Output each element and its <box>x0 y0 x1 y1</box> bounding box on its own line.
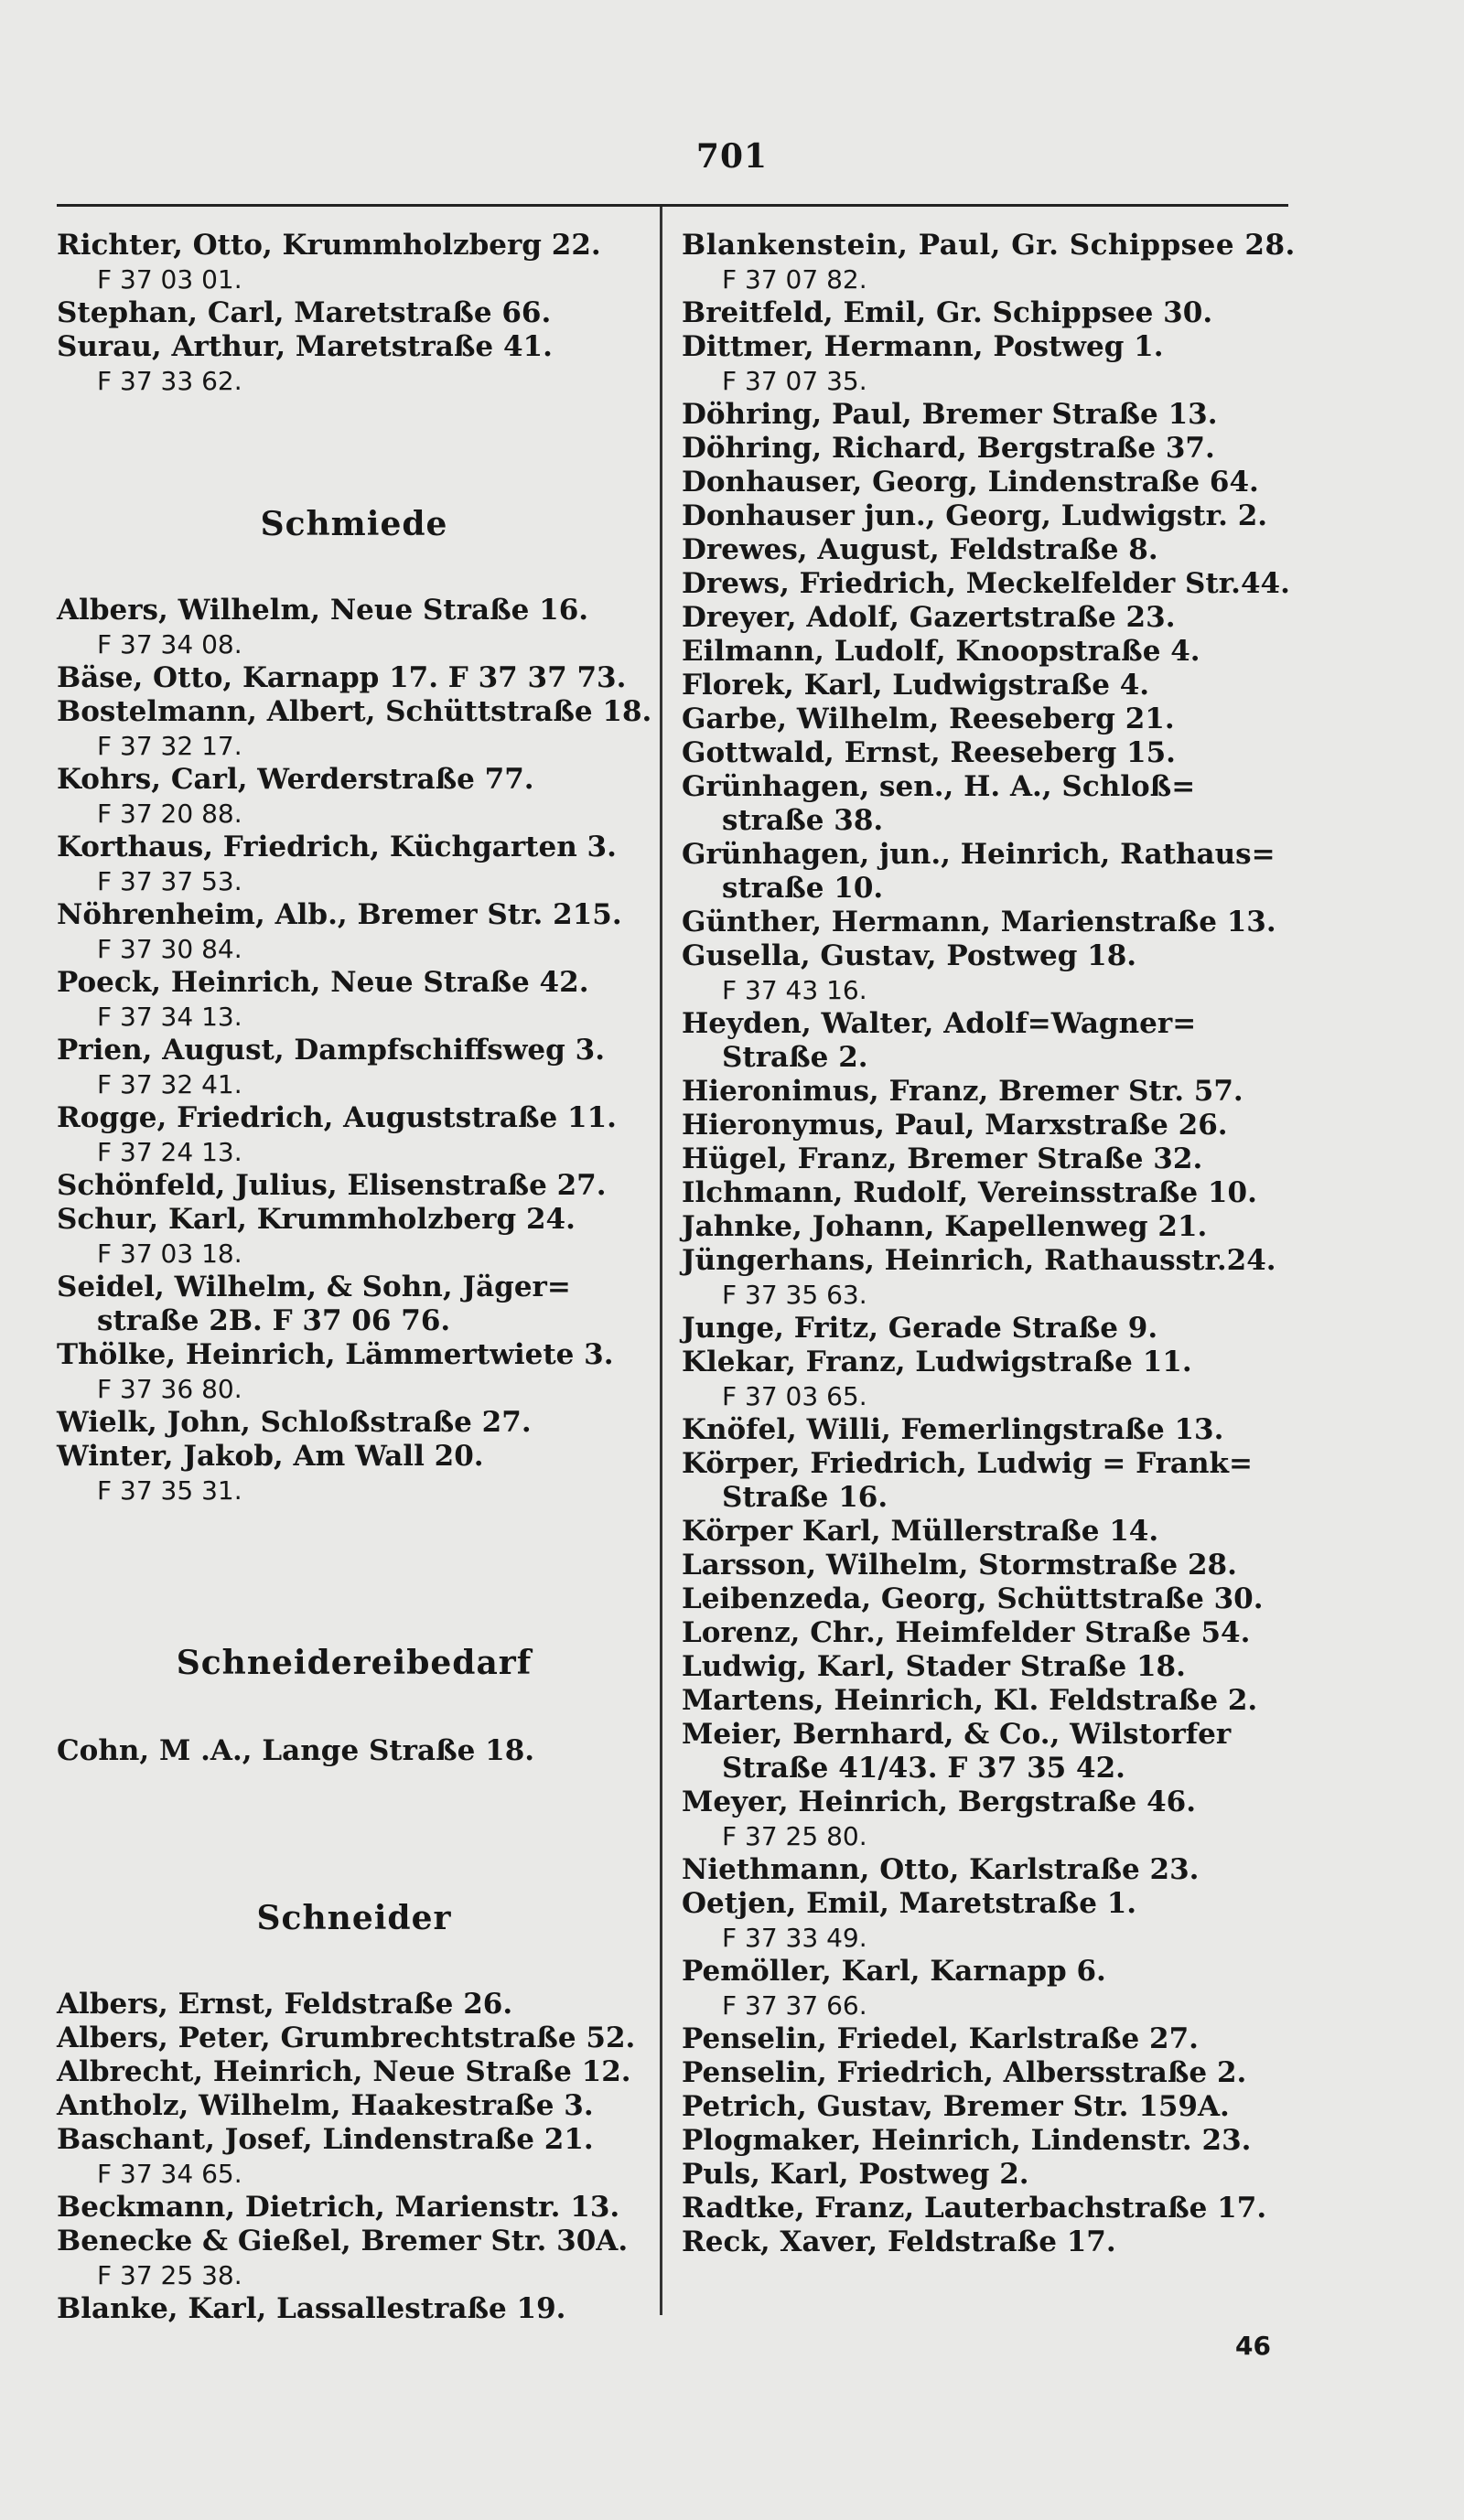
directory-entry: Döhring, Richard, Bergstraße 37. <box>682 432 1215 465</box>
directory-entry: Puls, Karl, Postweg 2. <box>682 2158 1029 2191</box>
directory-entry: Körper, Friedrich, Ludwig = Frank= <box>682 1447 1253 1480</box>
phone-number: F 37 34 65. <box>97 2159 242 2189</box>
directory-entry: Schönfeld, Julius, Elisenstraße 27. <box>57 1169 607 1202</box>
directory-entry: Drewes, August, Feldstraße 8. <box>682 533 1158 566</box>
directory-entry: Blanke, Karl, Lassallestraße 19. <box>57 2292 566 2325</box>
directory-entry: Petrich, Gustav, Bremer Str. 159A. <box>682 2090 1230 2123</box>
directory-entry: Beckmann, Dietrich, Marienstr. 13. <box>57 2191 620 2224</box>
directory-entry: Reck, Xaver, Feldstraße 17. <box>682 2225 1116 2258</box>
directory-entry: Penselin, Friedel, Karlstraße 27. <box>682 2022 1199 2055</box>
phone-number: F 37 07 35. <box>722 366 867 396</box>
left-column <box>57 229 651 2326</box>
directory-entry: Hügel, Franz, Bremer Straße 32. <box>682 1142 1203 1175</box>
phone-number: F 37 03 65. <box>722 1381 867 1411</box>
directory-entry: Lorenz, Chr., Heimfelder Straße 54. <box>682 1616 1251 1649</box>
directory-entry: Rogge, Friedrich, Auguststraße 11. <box>57 1101 617 1134</box>
directory-entry: Baschant, Josef, Lindenstraße 21. <box>57 2123 594 2156</box>
directory-entry: Oetjen, Emil, Maretstraße 1. <box>682 1887 1137 1920</box>
phone-number: F 37 32 41. <box>97 1069 242 1099</box>
directory-entry: Körper Karl, Müllerstraße 14. <box>682 1515 1159 1548</box>
directory-entry: Drews, Friedrich, Meckelfelder Str.44. <box>682 567 1290 600</box>
phone-number: F 37 33 62. <box>97 366 242 396</box>
phone-number: F 37 07 82. <box>722 264 867 295</box>
column-divider <box>660 207 662 2315</box>
directory-entry: Richter, Otto, Krummholzberg 22. <box>57 229 601 262</box>
phone-number: F 37 32 17. <box>97 731 242 761</box>
directory-entry: Heyden, Walter, Adolf=Wagner= <box>682 1007 1197 1040</box>
phone-number: F 37 36 80. <box>97 1374 242 1404</box>
entry-continuation: straße 2B. F 37 06 76. <box>97 1304 451 1337</box>
section-heading-schneidereibedarf: Schneidereibedarf <box>176 1644 533 1682</box>
phone-number: F 37 37 66. <box>722 1990 867 2021</box>
phone-number: F 37 34 13. <box>97 1002 242 1032</box>
directory-entry: Thölke, Heinrich, Lämmertwiete 3. <box>57 1338 614 1371</box>
directory-entry: Grünhagen, jun., Heinrich, Rathaus= <box>682 838 1276 871</box>
phone-number: F 37 25 38. <box>97 2260 242 2290</box>
phone-number: F 37 24 13. <box>97 1137 242 1167</box>
directory-entry: Grünhagen, sen., H. A., Schloß= <box>682 770 1196 803</box>
phone-number: F 37 03 18. <box>97 1239 242 1269</box>
directory-entry: Stephan, Carl, Maretstraße 66. <box>57 296 552 329</box>
phone-number: F 37 30 84. <box>97 934 242 964</box>
directory-entry: Cohn, M .A., Lange Straße 18. <box>57 1734 535 1767</box>
directory-entry: Döhring, Paul, Bremer Straße 13. <box>682 398 1218 431</box>
directory-entry: Albers, Wilhelm, Neue Straße 16. <box>57 594 589 627</box>
directory-entry: Wielk, John, Schloßstraße 27. <box>57 1406 532 1439</box>
entries-continued <box>57 229 651 398</box>
directory-entry: Winter, Jakob, Am Wall 20. <box>57 1440 484 1473</box>
directory-entry: Nöhrenheim, Alb., Bremer Str. 215. <box>57 898 622 931</box>
phone-number: F 37 35 31. <box>97 1475 242 1506</box>
page-number: 701 <box>695 137 769 176</box>
directory-entry: Antholz, Wilhelm, Haakestraße 3. <box>57 2089 594 2122</box>
entries-schneidereibedarf <box>57 1734 651 1768</box>
phone-number: F 37 35 63. <box>722 1280 867 1310</box>
directory-entry: Ilchmann, Rudolf, Vereinsstraße 10. <box>682 1176 1257 1209</box>
directory-entry: Garbe, Wilhelm, Reeseberg 21. <box>682 702 1175 735</box>
phone-number: F 37 37 53. <box>97 866 242 896</box>
directory-entry: Prien, August, Dampfschiffsweg 3. <box>57 1034 605 1067</box>
section-heading-schmiede: Schmiede <box>260 505 448 543</box>
entry-continuation: Straße 2. <box>722 1041 868 1074</box>
directory-entry: Dreyer, Adolf, Gazertstraße 23. <box>682 601 1176 634</box>
directory-entry: Jüngerhans, Heinrich, Rathausstr.24. <box>682 1244 1276 1277</box>
entry-continuation: Straße 41/43. F 37 35 42. <box>722 1752 1125 1785</box>
entries-schmiede <box>57 594 651 1507</box>
directory-entry: Plogmaker, Heinrich, Lindenstr. 23. <box>682 2124 1252 2157</box>
directory-entry: Florek, Karl, Ludwigstraße 4. <box>682 669 1150 702</box>
directory-entry: Junge, Fritz, Gerade Straße 9. <box>682 1312 1158 1345</box>
entry-continuation: Straße 16. <box>722 1481 888 1514</box>
directory-entry: Günther, Hermann, Marienstraße 13. <box>682 906 1276 938</box>
directory-entry: Korthaus, Friedrich, Küchgarten 3. <box>57 831 617 863</box>
entries-schneider-continued <box>682 229 1296 2259</box>
phone-number: F 37 03 01. <box>97 264 242 295</box>
directory-entry: Blankenstein, Paul, Gr. Schippsee 28. <box>682 229 1296 262</box>
section-heading-schneider: Schneider <box>256 1899 452 1937</box>
directory-entry: Ludwig, Karl, Stader Straße 18. <box>682 1650 1186 1683</box>
directory-entry: Bäse, Otto, Karnapp 17. F 37 37 73. <box>57 661 627 694</box>
directory-entry: Niethmann, Otto, Karlstraße 23. <box>682 1853 1200 1886</box>
directory-entry: Meier, Bernhard, & Co., Wilstorfer <box>682 1718 1232 1751</box>
directory-entry: Larsson, Wilhelm, Stormstraße 28. <box>682 1549 1237 1582</box>
directory-entry: Surau, Arthur, Maretstraße 41. <box>57 330 553 363</box>
directory-entry: Meyer, Heinrich, Bergstraße 46. <box>682 1785 1196 1818</box>
directory-entry: Gusella, Gustav, Postweg 18. <box>682 939 1137 972</box>
directory-entry: Penselin, Friedrich, Albersstraße 2. <box>682 2056 1247 2089</box>
phone-number: F 37 34 08. <box>97 629 242 659</box>
directory-entry: Radtke, Franz, Lauterbachstraße 17. <box>682 2192 1267 2225</box>
entry-continuation: straße 10. <box>722 872 884 905</box>
directory-entry: Seidel, Wilhelm, & Sohn, Jäger= <box>57 1271 571 1303</box>
directory-entry: Breitfeld, Emil, Gr. Schippsee 30. <box>682 296 1213 329</box>
phone-number: F 37 33 49. <box>722 1923 867 1953</box>
directory-entry: Leibenzeda, Georg, Schüttstraße 30. <box>682 1582 1264 1615</box>
phone-number: F 37 43 16. <box>722 975 867 1005</box>
signature-mark: 46 <box>1235 2331 1271 2361</box>
directory-entry: Benecke & Gießel, Bremer Str. 30A. <box>57 2225 629 2257</box>
directory-entry: Pemöller, Karl, Karnapp 6. <box>682 1955 1106 1988</box>
directory-entry: Bostelmann, Albert, Schüttstraße 18. <box>57 695 652 728</box>
directory-entry: Donhauser, Georg, Lindenstraße 64. <box>682 466 1259 499</box>
directory-entry: Albers, Peter, Grumbrechtstraße 52. <box>57 2021 636 2054</box>
directory-entry: Donhauser jun., Georg, Ludwigstr. 2. <box>682 499 1268 532</box>
directory-entry: Gottwald, Ernst, Reeseberg 15. <box>682 736 1176 769</box>
phone-number: F 37 20 88. <box>97 799 242 829</box>
directory-entry: Poeck, Heinrich, Neue Straße 42. <box>57 966 589 999</box>
directory-entry: Martens, Heinrich, Kl. Feldstraße 2. <box>682 1684 1258 1717</box>
entries-schneider <box>57 1988 651 2326</box>
directory-entry: Eilmann, Ludolf, Knoopstraße 4. <box>682 635 1200 668</box>
directory-entry: Hieronymus, Paul, Marxstraße 26. <box>682 1109 1228 1142</box>
directory-entry: Knöfel, Willi, Femerlingstraße 13. <box>682 1413 1224 1446</box>
entry-continuation: straße 38. <box>722 804 884 837</box>
directory-entry: Klekar, Franz, Ludwigstraße 11. <box>682 1346 1192 1378</box>
directory-entry: Jahnke, Johann, Kapellenweg 21. <box>682 1210 1208 1243</box>
directory-entry: Albrecht, Heinrich, Neue Straße 12. <box>57 2055 631 2088</box>
right-column <box>682 229 1296 2259</box>
phone-number: F 37 25 80. <box>722 1821 867 1851</box>
directory-entry: Albers, Ernst, Feldstraße 26. <box>57 1988 513 2021</box>
top-rule <box>57 204 1288 207</box>
directory-entry: Schur, Karl, Krummholzberg 24. <box>57 1203 576 1236</box>
directory-entry: Hieronimus, Franz, Bremer Str. 57. <box>682 1075 1243 1108</box>
directory-entry: Kohrs, Carl, Werderstraße 77. <box>57 763 534 796</box>
directory-entry: Dittmer, Hermann, Postweg 1. <box>682 330 1164 363</box>
